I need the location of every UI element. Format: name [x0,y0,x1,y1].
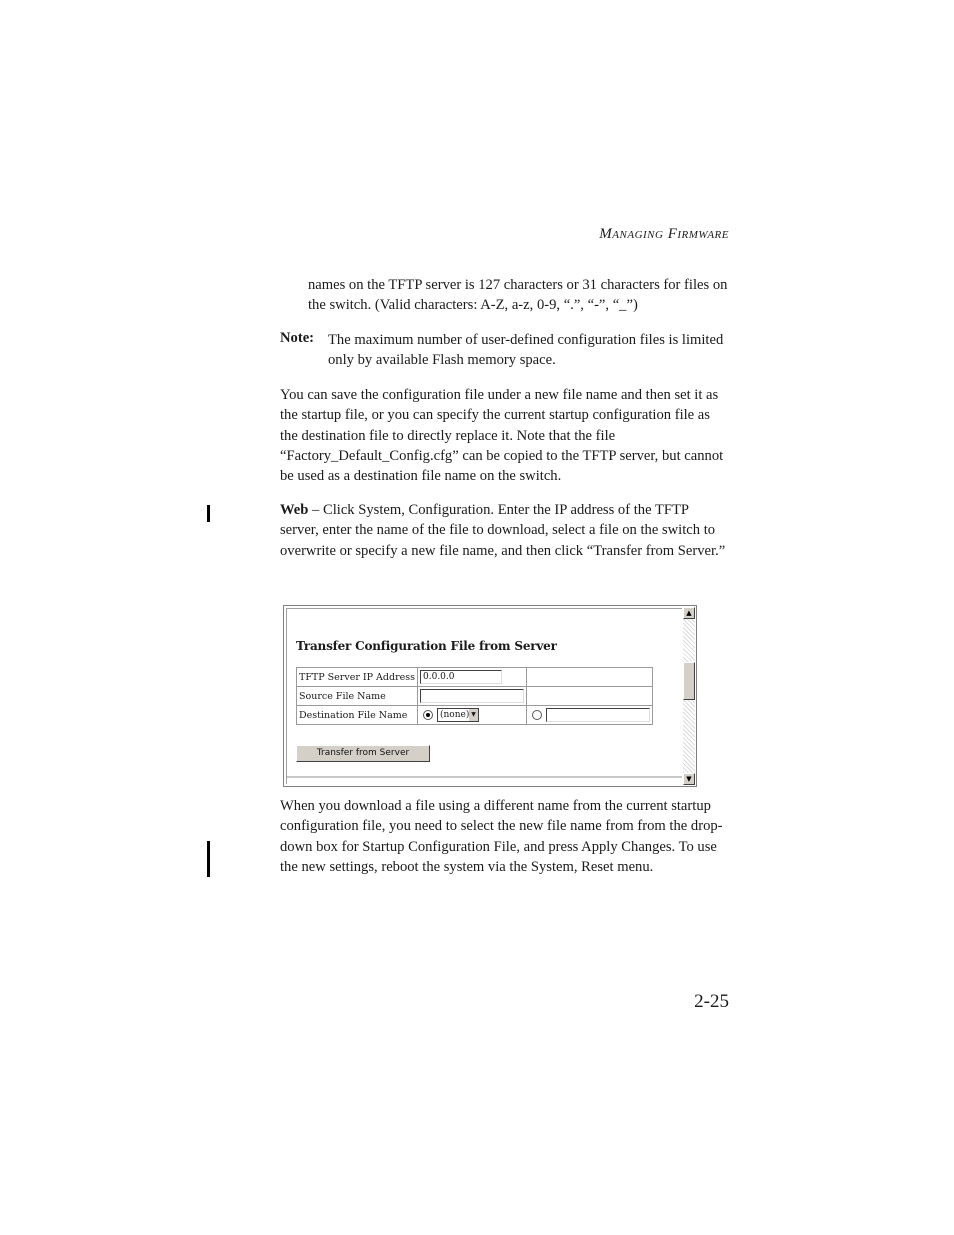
source-file-input[interactable] [420,689,524,703]
destination-select-cell [418,706,527,725]
table-row [297,668,653,687]
scroll-up-icon[interactable]: ▲ [683,607,695,619]
web-lead: Web [280,502,309,518]
table-row [297,706,653,725]
chevron-down-icon: ▼ [469,709,478,721]
download-paragraph: When you download a file using a different name from the current startup configuration file, you need to select the new file name from from the drop-down box for Startup Configuration File, and press Apply Changes. To use the new settings, reboot the system via the System, Reset menu. [280,798,723,875]
horizontal-rule [287,776,682,778]
web-text: – Click System, Configuration. Enter the IP address of the TFTP server, enter the name of the file to download, select a file on the switch to overwrite or specify a new file name, and then click “Transfer from Server.” [280,502,726,559]
scroll-thumb[interactable] [683,662,695,700]
transfer-form-table [296,667,653,725]
destination-file-select[interactable] [437,708,479,722]
save-config-paragraph: You can save the configuration file under a new file name and then set it as the startup file, or you can specify the current startup configuration file as the destination file to directly replace it. Note that the file “Factory_Default_Config.cfg” can be copied to the TFTP server, but cannot be used as a destination file name on the switch. [280,387,724,485]
screenshot-content [286,608,682,784]
table-row [297,687,653,706]
tftp-ip-cell [418,668,527,687]
note-label: Note: [280,330,315,346]
running-header: MANAGING FIRMWARE [599,226,729,242]
empty-cell [527,687,653,706]
web-instructions-paragraph [280,500,730,561]
transfer-from-server-button[interactable]: Transfer from Server [296,745,430,762]
scroll-down-icon[interactable]: ▼ [683,773,695,785]
continued-paragraph: names on the TFTP server is 127 characters or 31 characters for files on the switch. (Valid characters: A-Z, a-z, 0-9, “.”, “-”, “_”) [308,277,728,314]
change-bar [207,505,210,522]
transfer-config-screenshot [283,605,697,787]
new-file-cell [527,706,653,725]
destination-file-label: Destination File Name [297,706,418,725]
existing-file-radio[interactable] [423,710,433,720]
select-value: (none) [440,710,470,720]
page-number: 2-25 [694,991,729,1012]
source-file-cell [418,687,527,706]
change-bar [207,841,210,877]
empty-cell [527,668,653,687]
tftp-ip-label: TFTP Server IP Address [297,668,418,687]
note-text: The maximum number of user-defined configuration files is limited only by available Flash memory space. [328,332,724,369]
new-file-input[interactable] [546,708,650,722]
source-file-label: Source File Name [297,687,418,706]
tftp-ip-input[interactable]: 0.0.0.0 [420,670,502,684]
new-file-radio[interactable] [532,710,542,720]
panel-title: Transfer Configuration File from Server [296,639,557,653]
vertical-scrollbar[interactable] [683,607,695,785]
